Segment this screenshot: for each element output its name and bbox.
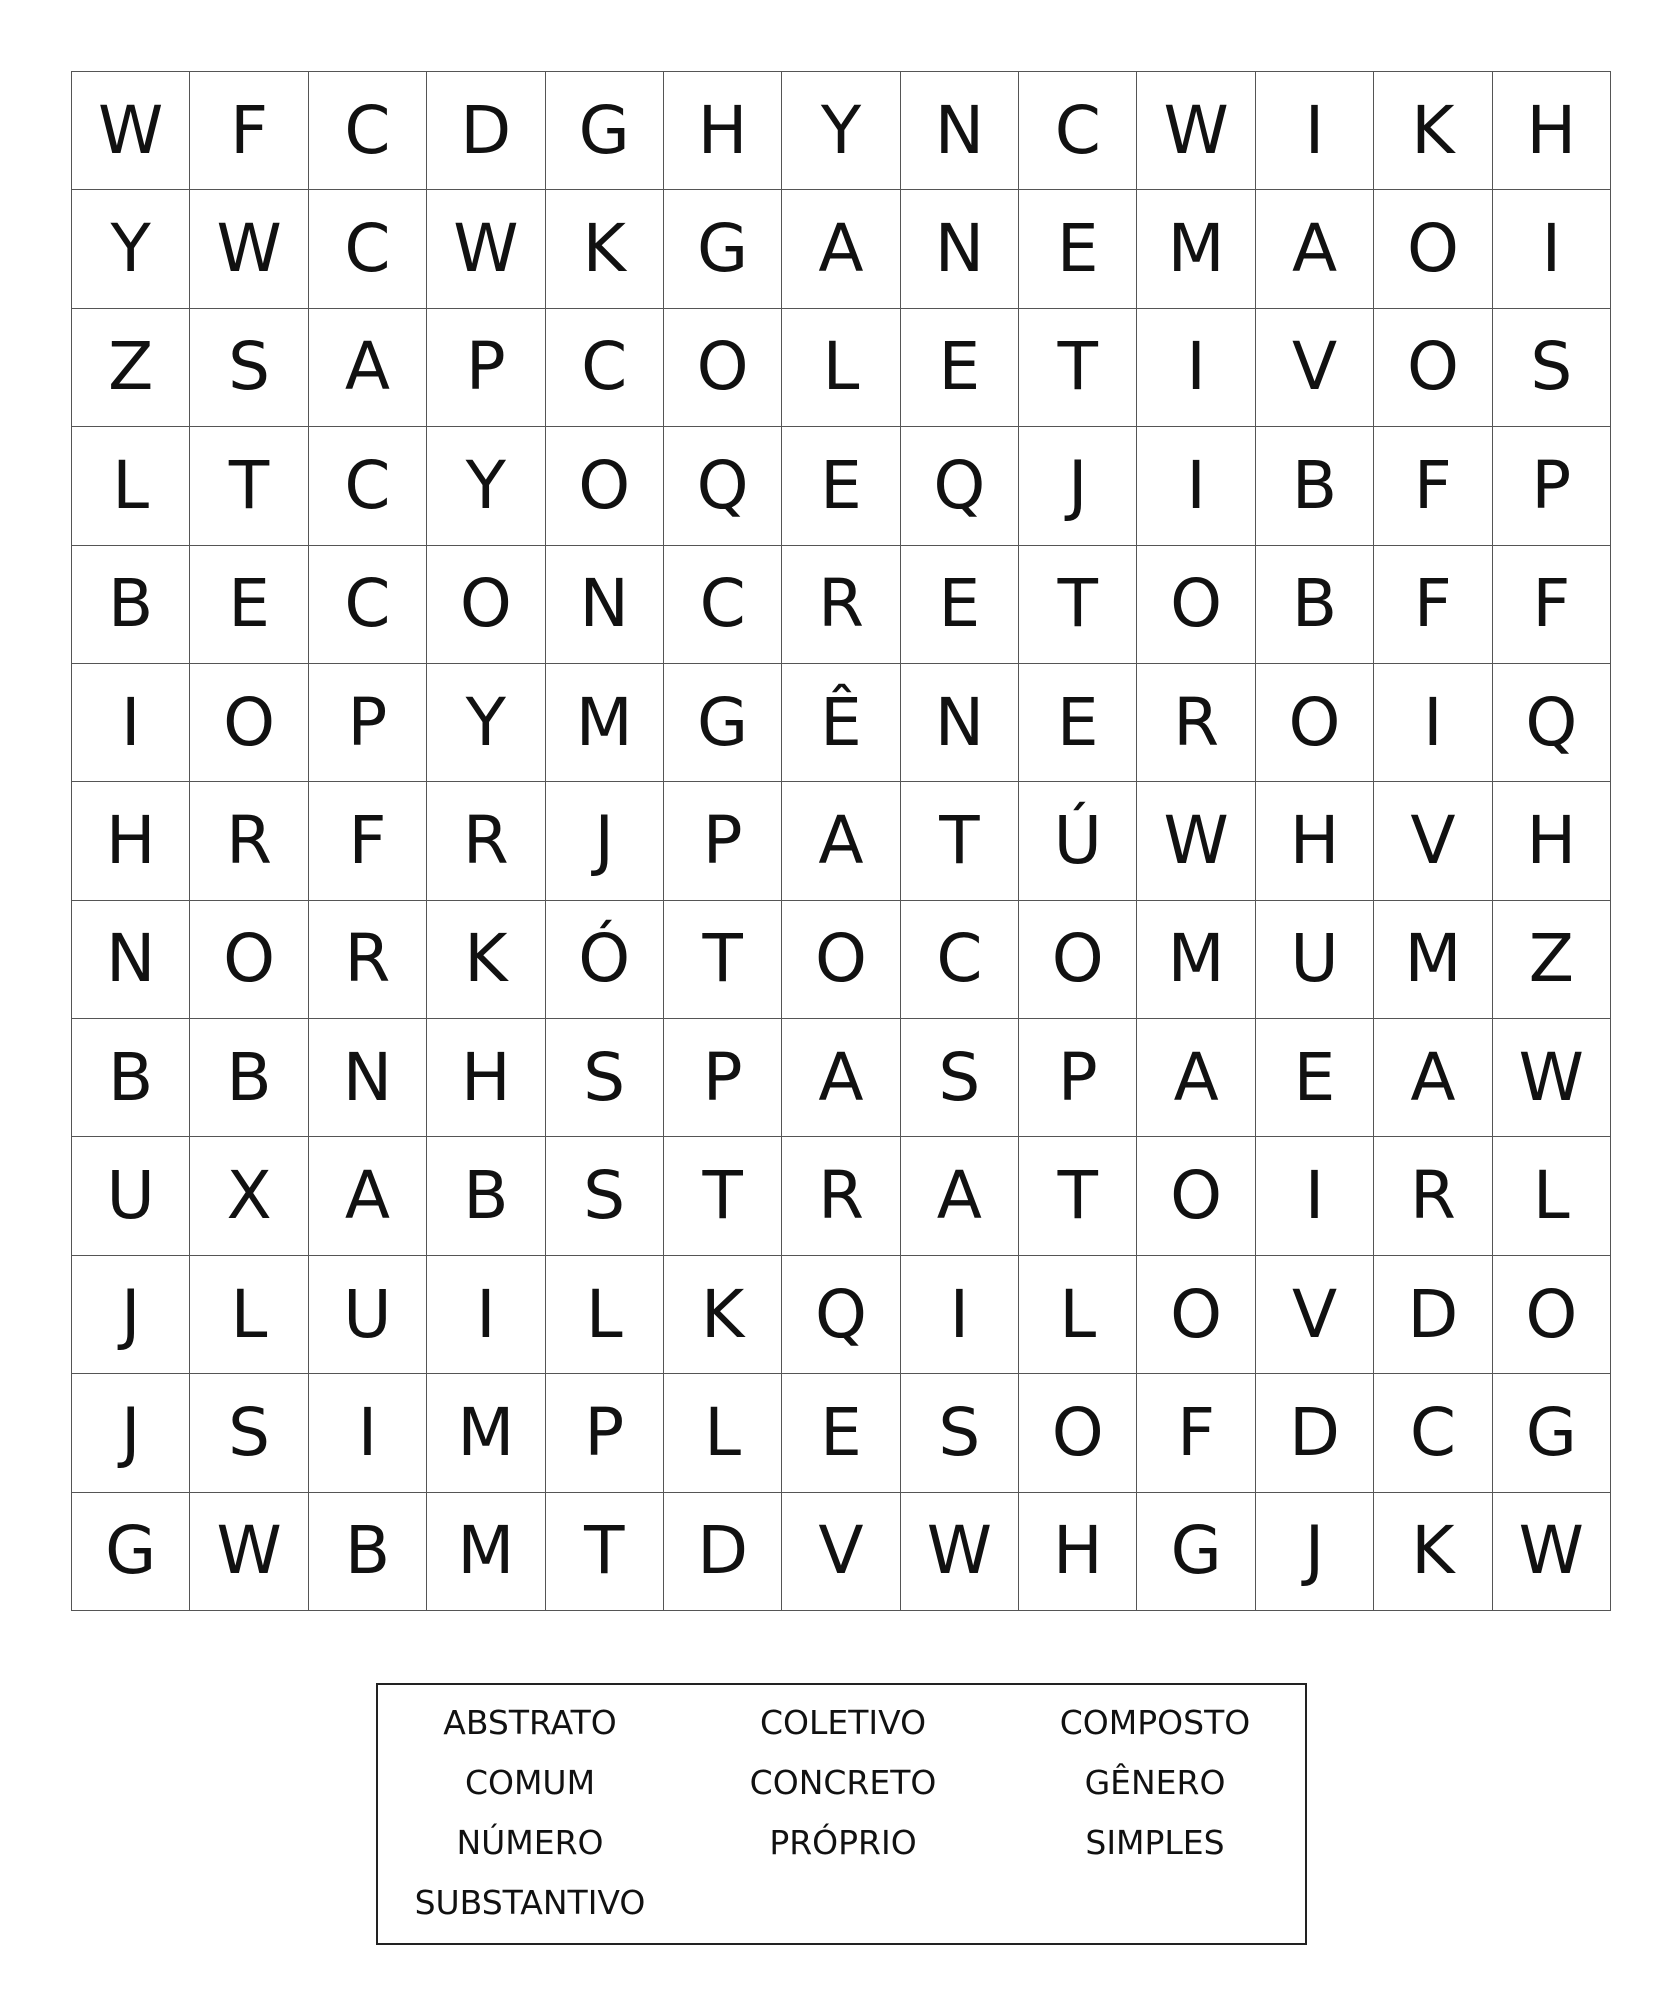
grid-cell[interactable]: O xyxy=(664,309,782,427)
grid-cell[interactable]: F xyxy=(309,782,427,900)
grid-cell[interactable]: W xyxy=(1137,782,1255,900)
grid-cell[interactable]: R xyxy=(782,1137,900,1255)
grid-cell[interactable]: H xyxy=(1019,1493,1137,1611)
grid-cell[interactable]: Q xyxy=(1493,664,1611,782)
grid-cell[interactable]: D xyxy=(427,72,545,190)
grid-cell[interactable]: W xyxy=(427,190,545,308)
word-list-item: CONCRETO xyxy=(749,1763,937,1802)
grid-cell[interactable]: P xyxy=(1493,427,1611,545)
grid-cell[interactable]: I xyxy=(1137,427,1255,545)
grid-cell[interactable]: K xyxy=(1374,72,1492,190)
grid-cell[interactable]: Ó xyxy=(546,901,664,1019)
grid-cell[interactable]: U xyxy=(72,1137,190,1255)
grid-cell[interactable]: K xyxy=(427,901,545,1019)
grid-cell[interactable]: W xyxy=(901,1493,1019,1611)
grid-cell[interactable]: H xyxy=(1256,782,1374,900)
grid-cell[interactable]: O xyxy=(1256,664,1374,782)
grid-cell[interactable]: O xyxy=(1137,1256,1255,1374)
grid-cell[interactable]: A xyxy=(782,190,900,308)
grid-cell[interactable]: A xyxy=(782,1019,900,1137)
grid-cell[interactable]: O xyxy=(1019,1374,1137,1492)
grid-cell[interactable]: N xyxy=(901,72,1019,190)
grid-cell[interactable]: X xyxy=(190,1137,308,1255)
grid-cell[interactable]: E xyxy=(190,546,308,664)
grid-cell[interactable]: S xyxy=(1493,309,1611,427)
grid-cell[interactable]: F xyxy=(1374,546,1492,664)
grid-cell[interactable]: H xyxy=(72,782,190,900)
grid-cell[interactable]: P xyxy=(546,1374,664,1492)
grid-cell[interactable]: P xyxy=(664,782,782,900)
grid-cell[interactable]: Q xyxy=(901,427,1019,545)
grid-cell[interactable]: U xyxy=(1256,901,1374,1019)
grid-cell[interactable]: Q xyxy=(782,1256,900,1374)
word-list-item: NÚMERO xyxy=(456,1823,604,1862)
word-list-item: SUBSTANTIVO xyxy=(414,1883,646,1922)
grid-cell[interactable]: R xyxy=(782,546,900,664)
grid-cell[interactable]: T xyxy=(190,427,308,545)
grid-cell[interactable]: I xyxy=(72,664,190,782)
grid-cell[interactable]: S xyxy=(546,1137,664,1255)
grid-cell[interactable]: I xyxy=(427,1256,545,1374)
grid-cell[interactable]: I xyxy=(901,1256,1019,1374)
grid-cell[interactable]: G xyxy=(546,72,664,190)
word-search-grid xyxy=(71,71,1611,1611)
grid-cell[interactable]: O xyxy=(190,901,308,1019)
word-list-item: ABSTRATO xyxy=(443,1703,617,1742)
grid-cell[interactable]: G xyxy=(664,190,782,308)
grid-cell[interactable]: J xyxy=(72,1374,190,1492)
grid-cell[interactable]: T xyxy=(546,1493,664,1611)
grid-cell[interactable]: H xyxy=(427,1019,545,1137)
grid-cell[interactable]: O xyxy=(782,901,900,1019)
grid-cell[interactable]: A xyxy=(1256,190,1374,308)
grid-cell[interactable]: C xyxy=(1374,1374,1492,1492)
grid-cell[interactable]: Y xyxy=(72,190,190,308)
word-list-item: COMUM xyxy=(464,1763,596,1802)
grid-cell[interactable]: N xyxy=(309,1019,427,1137)
grid-cell[interactable]: I xyxy=(1256,1137,1374,1255)
grid-cell[interactable]: W xyxy=(1137,72,1255,190)
grid-cell[interactable]: K xyxy=(1374,1493,1492,1611)
grid-cell[interactable]: Q xyxy=(664,427,782,545)
grid-cell[interactable]: L xyxy=(1493,1137,1611,1255)
grid-cell[interactable]: E xyxy=(1019,664,1137,782)
grid-cell[interactable]: O xyxy=(1493,1256,1611,1374)
grid-cell[interactable]: G xyxy=(1137,1493,1255,1611)
grid-cell[interactable]: R xyxy=(190,782,308,900)
grid-cell[interactable]: I xyxy=(1493,190,1611,308)
grid-cell[interactable]: B xyxy=(72,546,190,664)
grid-cell[interactable]: T xyxy=(664,901,782,1019)
grid-cell[interactable]: V xyxy=(782,1493,900,1611)
grid-cell[interactable]: J xyxy=(1256,1493,1374,1611)
grid-cell[interactable]: A xyxy=(1374,1019,1492,1137)
word-list-item: PRÓPRIO xyxy=(769,1823,917,1862)
grid-cell[interactable]: C xyxy=(309,72,427,190)
grid-cell[interactable]: L xyxy=(72,427,190,545)
grid-cell[interactable]: O xyxy=(427,546,545,664)
grid-cell[interactable]: R xyxy=(1137,664,1255,782)
grid-cell[interactable]: S xyxy=(190,309,308,427)
word-list-box xyxy=(376,1683,1307,1945)
grid-cell[interactable]: W xyxy=(1493,1019,1611,1137)
grid-cell[interactable]: V xyxy=(1256,1256,1374,1374)
grid-cell[interactable]: S xyxy=(901,1374,1019,1492)
grid-cell[interactable]: H xyxy=(1493,72,1611,190)
grid-cell[interactable]: D xyxy=(1374,1256,1492,1374)
grid-cell[interactable]: Y xyxy=(427,664,545,782)
grid-cell[interactable]: Z xyxy=(72,309,190,427)
grid-cell[interactable]: P xyxy=(1019,1019,1137,1137)
word-list-item: COMPOSTO xyxy=(1059,1703,1251,1742)
grid-cell[interactable]: Y xyxy=(427,427,545,545)
grid-cell[interactable]: E xyxy=(782,1374,900,1492)
grid-cell[interactable]: U xyxy=(309,1256,427,1374)
grid-cell[interactable]: I xyxy=(1137,309,1255,427)
grid-cell[interactable]: J xyxy=(72,1256,190,1374)
grid-cell[interactable]: R xyxy=(309,901,427,1019)
grid-cell[interactable]: T xyxy=(664,1137,782,1255)
grid-cell[interactable]: A xyxy=(1137,1019,1255,1137)
grid-cell[interactable]: M xyxy=(1137,901,1255,1019)
grid-cell[interactable]: O xyxy=(1374,309,1492,427)
grid-cell[interactable]: M xyxy=(546,664,664,782)
grid-cell[interactable]: T xyxy=(1019,309,1137,427)
grid-cell[interactable]: W xyxy=(1493,1493,1611,1611)
grid-cell[interactable]: A xyxy=(309,309,427,427)
word-list-item: COLETIVO xyxy=(759,1703,927,1742)
grid-cell[interactable]: L xyxy=(190,1256,308,1374)
grid-cell[interactable]: M xyxy=(1137,190,1255,308)
grid-cell[interactable]: R xyxy=(1374,1137,1492,1255)
grid-cell[interactable]: J xyxy=(546,782,664,900)
grid-cell[interactable]: N xyxy=(546,546,664,664)
word-list-item: GÊNERO xyxy=(1084,1763,1226,1802)
grid-cell[interactable]: L xyxy=(546,1256,664,1374)
grid-cell[interactable]: C xyxy=(309,546,427,664)
grid-cell[interactable]: L xyxy=(782,309,900,427)
grid-cell[interactable]: E xyxy=(1019,190,1137,308)
grid-cell[interactable]: O xyxy=(1019,901,1137,1019)
grid-cell[interactable]: S xyxy=(190,1374,308,1492)
grid-cell[interactable]: V xyxy=(1374,782,1492,900)
grid-cell[interactable]: L xyxy=(1019,1256,1137,1374)
grid-cell[interactable]: P xyxy=(309,664,427,782)
grid-cell[interactable]: A xyxy=(782,782,900,900)
grid-cell[interactable]: E xyxy=(1256,1019,1374,1137)
grid-cell[interactable]: W xyxy=(190,190,308,308)
grid-cell[interactable]: C xyxy=(664,546,782,664)
grid-cell[interactable]: O xyxy=(190,664,308,782)
grid-cell[interactable]: C xyxy=(309,427,427,545)
grid-cell[interactable]: F xyxy=(190,72,308,190)
grid-cell[interactable]: B xyxy=(427,1137,545,1255)
grid-cell[interactable]: K xyxy=(664,1256,782,1374)
grid-cell[interactable]: Ú xyxy=(1019,782,1137,900)
grid-cell[interactable]: C xyxy=(309,190,427,308)
grid-cell[interactable]: J xyxy=(1019,427,1137,545)
grid-cell[interactable]: M xyxy=(1374,901,1492,1019)
grid-cell[interactable]: E xyxy=(901,546,1019,664)
grid-cell[interactable]: I xyxy=(1256,72,1374,190)
grid-cell[interactable]: T xyxy=(901,782,1019,900)
grid-cell[interactable]: F xyxy=(1493,546,1611,664)
grid-cell[interactable]: F xyxy=(1374,427,1492,545)
grid-cell[interactable]: C xyxy=(546,309,664,427)
word-list-item: SIMPLES xyxy=(1085,1823,1225,1862)
grid-cell[interactable]: B xyxy=(190,1019,308,1137)
grid-cell[interactable]: M xyxy=(427,1493,545,1611)
grid-cell[interactable]: T xyxy=(1019,1137,1137,1255)
grid-cell[interactable]: O xyxy=(546,427,664,545)
grid-cell[interactable]: S xyxy=(546,1019,664,1137)
grid-cell[interactable]: B xyxy=(72,1019,190,1137)
grid-cell[interactable]: C xyxy=(901,901,1019,1019)
grid-cell[interactable]: N xyxy=(901,190,1019,308)
grid-cell[interactable]: E xyxy=(901,309,1019,427)
grid-cell[interactable]: A xyxy=(901,1137,1019,1255)
grid-cell[interactable]: N xyxy=(901,664,1019,782)
grid-cell[interactable]: D xyxy=(664,1493,782,1611)
grid-cell[interactable]: B xyxy=(1256,546,1374,664)
grid-cell[interactable]: B xyxy=(1256,427,1374,545)
grid-cell[interactable]: W xyxy=(190,1493,308,1611)
grid-cell[interactable]: I xyxy=(1374,664,1492,782)
grid-cell[interactable]: O xyxy=(1374,190,1492,308)
grid-cell[interactable]: K xyxy=(546,190,664,308)
grid-cell[interactable]: C xyxy=(1019,72,1137,190)
grid-cell[interactable]: B xyxy=(309,1493,427,1611)
grid-cell[interactable]: G xyxy=(72,1493,190,1611)
grid-cell[interactable]: M xyxy=(427,1374,545,1492)
grid-cell[interactable]: V xyxy=(1256,309,1374,427)
grid-cell[interactable]: W xyxy=(72,72,190,190)
grid-cell[interactable]: H xyxy=(664,72,782,190)
grid-cell[interactable]: N xyxy=(72,901,190,1019)
grid-cell[interactable]: S xyxy=(901,1019,1019,1137)
grid-cell[interactable]: O xyxy=(1137,1137,1255,1255)
grid-cell[interactable]: T xyxy=(1019,546,1137,664)
grid-cell[interactable]: G xyxy=(1493,1374,1611,1492)
grid-cell[interactable]: D xyxy=(1256,1374,1374,1492)
grid-cell[interactable]: Y xyxy=(782,72,900,190)
grid-cell[interactable]: R xyxy=(427,782,545,900)
grid-cell[interactable]: P xyxy=(664,1019,782,1137)
grid-cell[interactable]: H xyxy=(1493,782,1611,900)
grid-cell[interactable]: E xyxy=(782,427,900,545)
grid-cell[interactable]: F xyxy=(1137,1374,1255,1492)
grid-cell[interactable]: L xyxy=(664,1374,782,1492)
grid-cell[interactable]: P xyxy=(427,309,545,427)
grid-cell[interactable]: I xyxy=(309,1374,427,1492)
grid-cell[interactable]: Ê xyxy=(782,664,900,782)
grid-cell[interactable]: Z xyxy=(1493,901,1611,1019)
grid-cell[interactable]: A xyxy=(309,1137,427,1255)
grid-cell[interactable]: G xyxy=(664,664,782,782)
grid-cell[interactable]: O xyxy=(1137,546,1255,664)
